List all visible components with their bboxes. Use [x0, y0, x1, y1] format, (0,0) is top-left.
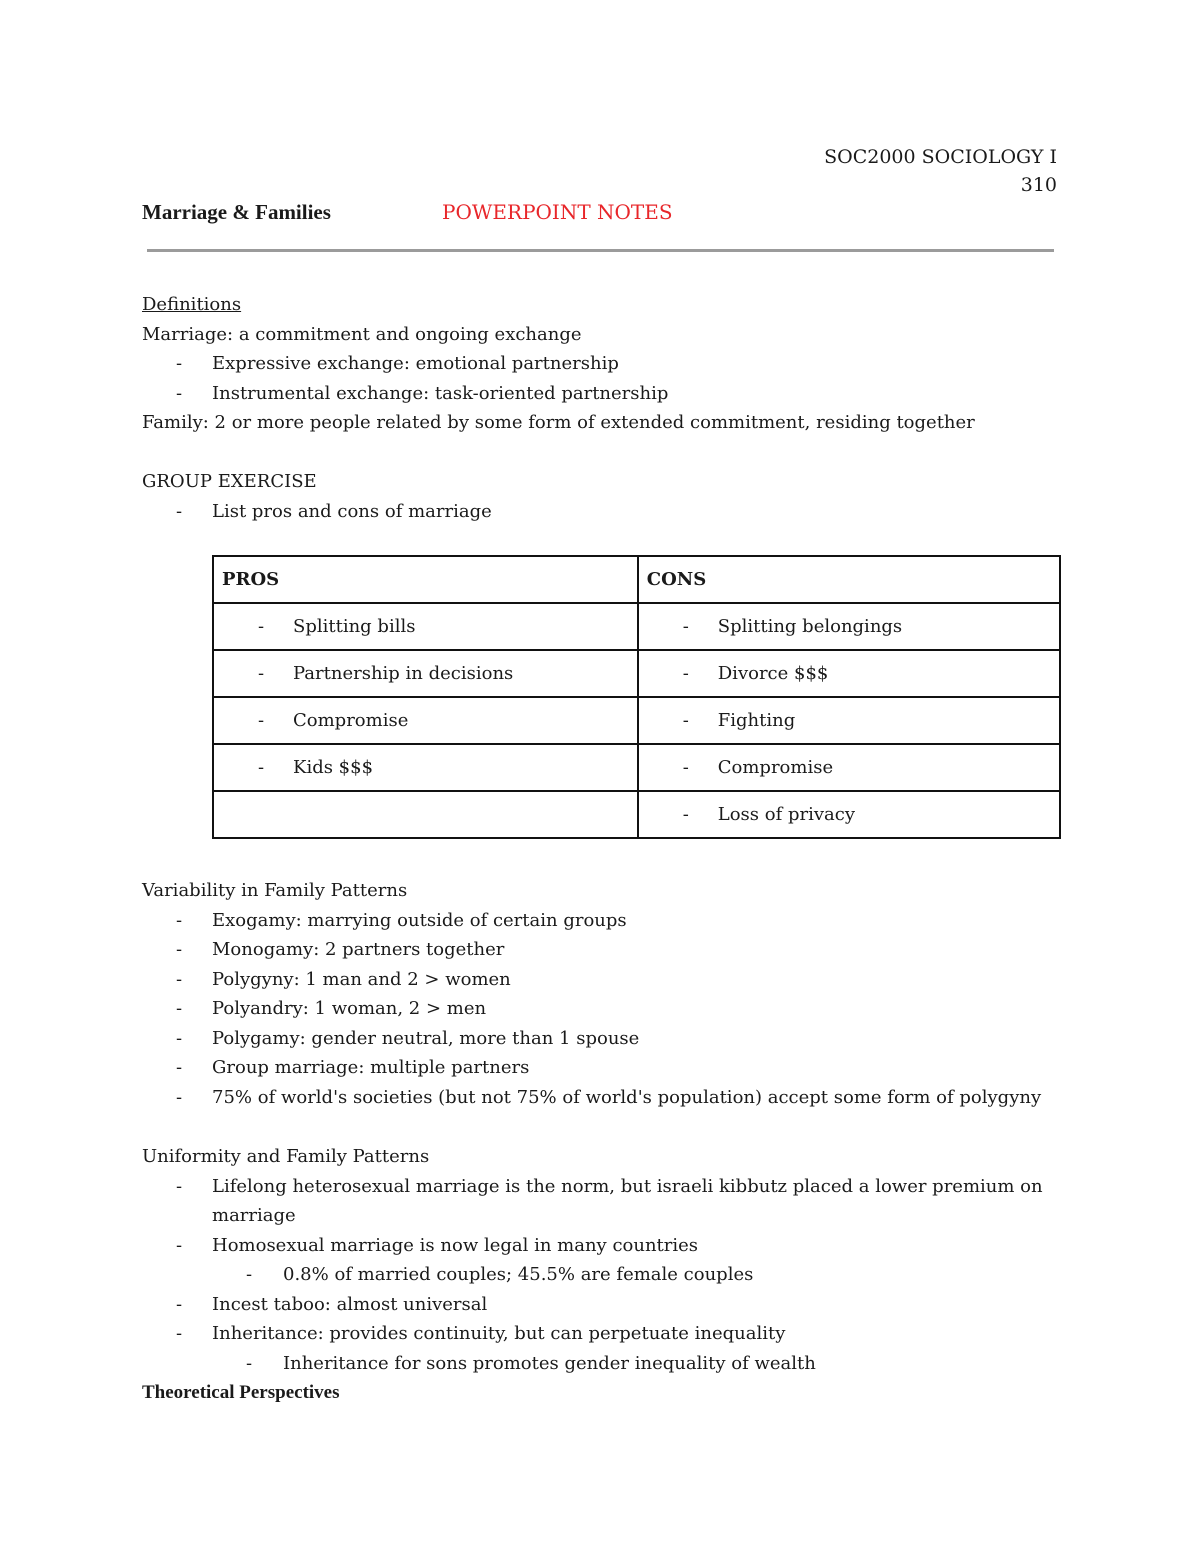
list-item: - Monogamy: 2 partners together: [142, 935, 1041, 965]
variability-section: [142, 876, 1041, 1112]
list-item: - 75% of world's societies (but not 75% of world's population) accept some form of polygyny: [142, 1083, 1041, 1113]
definitions-section: [142, 290, 975, 438]
family-definition: Family: 2 or more people related by some form of extended commitment, residing together: [142, 412, 975, 433]
pros-header: PROS: [213, 556, 638, 603]
document-subtitle: POWERPOINT NOTES: [442, 200, 673, 224]
con-cell: - Compromise: [639, 757, 1059, 778]
empty-pro-cell: [213, 791, 638, 838]
list-item: - Homosexual marriage is now legal in many countries: [142, 1231, 1043, 1261]
definitions-heading: Definitions: [142, 294, 242, 315]
theoretical-heading: Theoretical Perspectives: [142, 1382, 340, 1403]
list-item: - Polygamy: gender neutral, more than 1 spouse: [142, 1024, 1041, 1054]
cons-header: CONS: [638, 556, 1060, 603]
table-row: [213, 791, 1060, 838]
course-section: 310: [1020, 174, 1057, 196]
table-row: [213, 697, 1060, 744]
list-item: - Lifelong heterosexual marriage is the norm, but israeli kibbutz placed a lower premium on: [142, 1172, 1043, 1202]
group-exercise-section: [142, 467, 492, 526]
list-item: - Incest taboo: almost universal: [142, 1290, 1043, 1320]
list-item: - Instrumental exchange: task-oriented partnership: [142, 379, 975, 409]
pro-cell: - Partnership in decisions: [214, 663, 637, 684]
uniformity-heading: Uniformity and Family Patterns: [142, 1146, 430, 1167]
list-item: - Exogamy: marrying outside of certain groups: [142, 906, 1041, 936]
table-row: [213, 744, 1060, 791]
group-exercise-heading: GROUP EXERCISE: [142, 471, 317, 492]
table-row: [213, 650, 1060, 697]
list-item: - Group marriage: multiple partners: [142, 1053, 1041, 1083]
pro-cell: - Compromise: [214, 710, 637, 731]
list-item: - Polyandry: 1 woman, 2 > men: [142, 994, 1041, 1024]
list-item: - Inheritance: provides continuity, but can perpetuate inequality: [142, 1319, 1043, 1349]
pros-cons-table: [212, 555, 1061, 839]
variability-heading: Variability in Family Patterns: [142, 880, 408, 901]
con-cell: - Fighting: [639, 710, 1059, 731]
course-header: [824, 143, 1057, 199]
con-cell: - Splitting belongings: [639, 616, 1059, 637]
list-item: - Polygyny: 1 man and 2 > women: [142, 965, 1041, 995]
horizontal-rule: [147, 249, 1054, 252]
list-item: - Expressive exchange: emotional partnership: [142, 349, 975, 379]
con-cell: - Loss of privacy: [639, 804, 1059, 825]
title-row: [142, 200, 1062, 230]
document-title: Marriage & Families: [142, 200, 331, 224]
table-header-row: [213, 556, 1060, 603]
sub-list-item: - 0.8% of married couples; 45.5% are female couples: [142, 1260, 1043, 1290]
list-item: - List pros and cons of marriage: [142, 497, 492, 527]
pro-cell: - Kids $$$: [214, 757, 637, 778]
list-item-continuation: marriage: [212, 1205, 296, 1226]
uniformity-section: [142, 1142, 1043, 1408]
con-cell: - Divorce $$$: [639, 663, 1059, 684]
sub-list-item: - Inheritance for sons promotes gender inequality of wealth: [142, 1349, 1043, 1379]
pro-cell: - Splitting bills: [214, 616, 637, 637]
marriage-definition: Marriage: a commitment and ongoing exchange: [142, 323, 582, 345]
table-row: [213, 603, 1060, 650]
course-name: SOC2000 SOCIOLOGY I: [824, 146, 1057, 168]
